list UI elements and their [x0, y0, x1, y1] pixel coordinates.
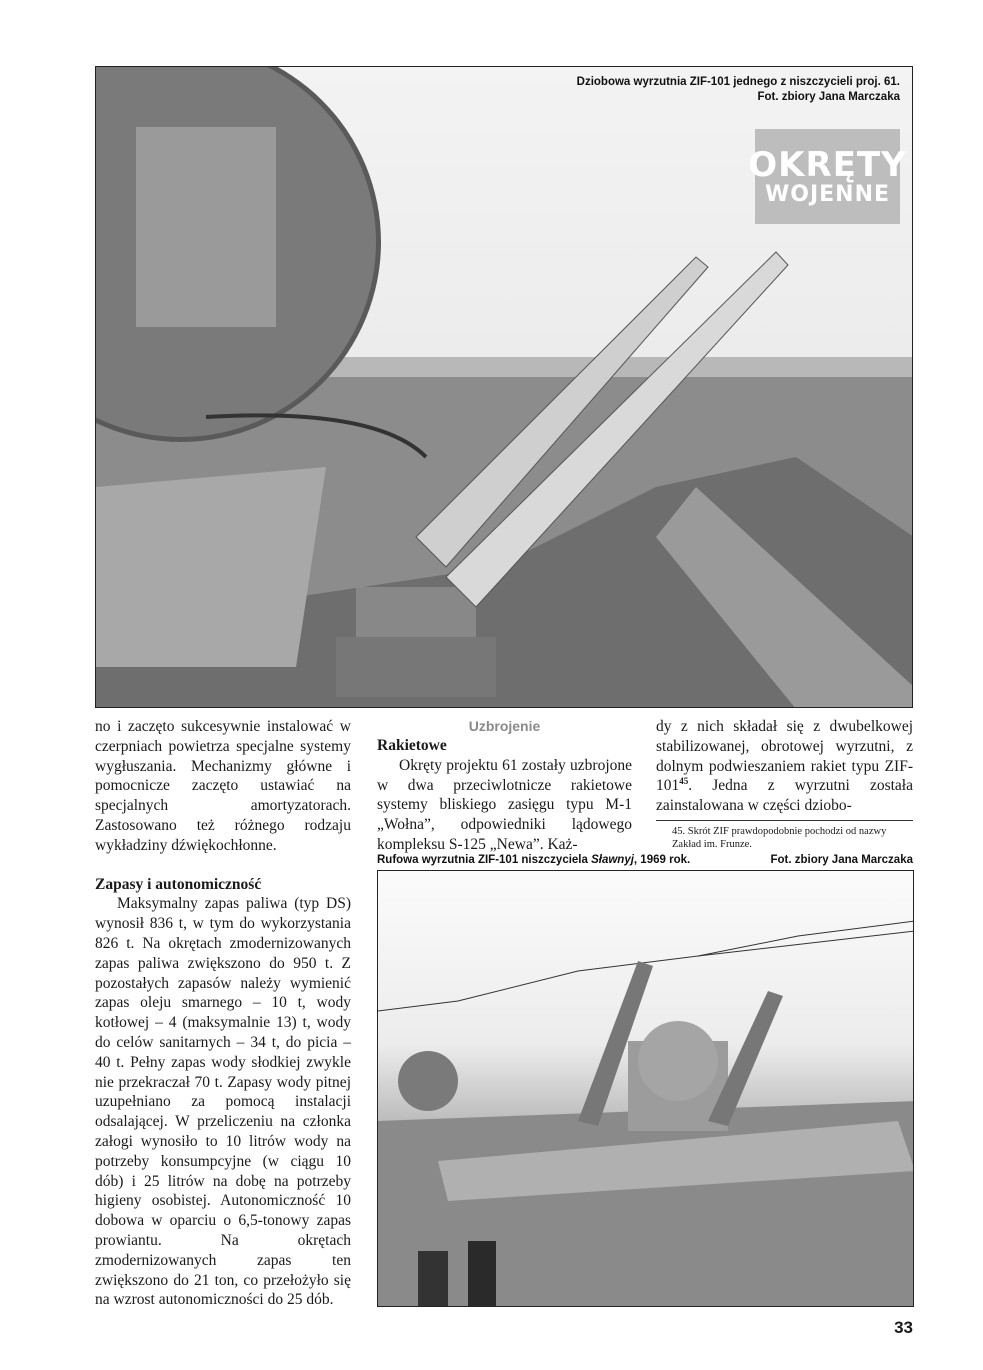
paragraph-text: dy z nich składał się z dwubelkowej stabilizowanej, obrotowej wyrzutni, z dolnym podwieszaniem rakiet typu ZIF-101 — [656, 718, 913, 795]
footnote-ref: 45 — [679, 776, 689, 787]
bottom-photo-caption — [377, 853, 690, 868]
magazine-logo — [748, 129, 907, 224]
top-photo — [95, 66, 913, 708]
subheading: Rakietowe — [377, 737, 447, 754]
subheading: Zapasy i autonomiczność — [95, 875, 262, 893]
footnote: 45. Skrót ZIF prawdopodobnie pochodzi od nazwy Zakład im. Frunze. — [656, 820, 913, 851]
ship-name: Sławnyj — [591, 854, 634, 866]
photo-credit: Fot. zbiory Jana Marczaka — [757, 91, 900, 103]
text-column-1 — [95, 717, 351, 1310]
caption-text-end: , 1969 rok. — [633, 854, 691, 866]
section-heading: Uzbrojenie — [468, 718, 541, 734]
text-column-2 — [377, 717, 632, 855]
top-photo-caption — [577, 75, 900, 105]
paragraph: Okręty projektu 61 zostały uzbrojone w dwa przeciwlotnicze rakietowe systemy bliskiego zasięgu typu M-1 „Wołna”, odpowiedniki lądowego kompleksu S-125 „Newa”. Każ- — [377, 756, 632, 853]
text-column-3 — [656, 717, 913, 851]
caption-text: Dziobowa wyrzutnia ZIF-101 jednego z niszczycieli proj. 61. — [576, 76, 900, 88]
page-number: 33 — [894, 1318, 913, 1337]
paragraph: Maksymalny zapas paliwa (typ DS) wynosił 836 t, w tym do wykorzystania 826 t. Na okrętach zmodernizowanych zapas paliwa zwiększono do 950 t. Z pozostałych zapasów należy wymienić zapas oleju smarnego – 10 t, wody kotłowej – 4 (maksymalnie 13) t, wody do celów sanitarnych – 34 t, do picia – 40 t. Pełny zapas wody słodkiej zwykle nie przekraczał 70 t. Zapasy wody pitnej uzupełniano za pomocą instalacji odsalającej. W przeliczeniu na członka załogi wynosiło to 10 litrów wody na potrzeby konsumpcyjne (w ciągu 10 dób) i 25 litrów na dobę na potrzeby higieny osobistej. Autonomiczność 10 dobowa w oparciu o 6,5-tonowy zapas prowiantu. Na okrętach zmodernizowanych zapas ten zwiększono do 21 ton, co przełożyło się na wzrost autonomiczności do 25 dób. — [95, 895, 351, 1309]
ship-photo-illustration — [378, 871, 914, 1307]
caption-text: Rufowa wyrzutnia ZIF-101 niszczyciela — [377, 854, 592, 866]
logo-line2: WOJENNE — [764, 181, 891, 207]
logo-line1: OKRĘTY — [748, 144, 907, 185]
paragraph-text-cont: . Jedna z wyrzutni została zainstalowana w części dziobo- — [656, 777, 913, 815]
paragraph: no i zaczęto sukcesywnie instalować w czerpniach powietrza specjalne systemy wygłuszania. Mechanizmy główne i pomocnicze zaczęto ustawiać na specjalnych amortyzatorach. Zastosowano też różnego rodzaju wykładziny dźwiękochłonne. — [95, 718, 351, 854]
bottom-photo-credit: Fot. zbiory Jana Marczaka — [770, 854, 913, 866]
paragraph — [656, 717, 913, 816]
bottom-photo — [377, 870, 914, 1307]
